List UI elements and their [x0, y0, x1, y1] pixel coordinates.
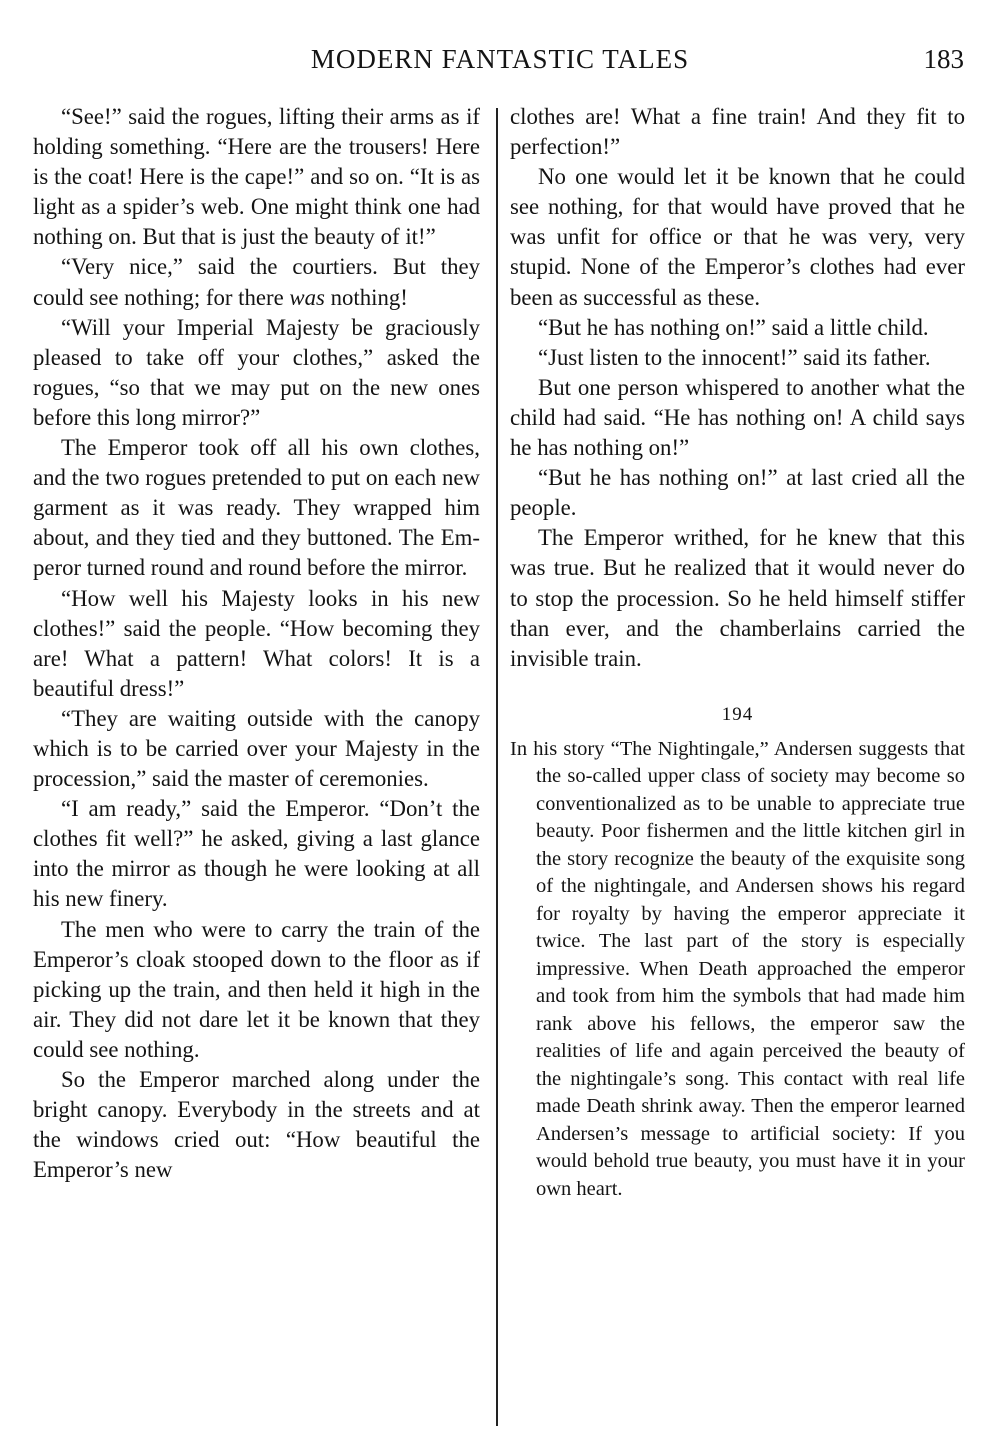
paragraph-text: nothing! [330, 284, 408, 310]
editorial-note: In his story “The Nightingale,” Andersen suggests that the so-called upper class of society may become so conventionalized as to be unable to appreciate true beauty. Poor fishermen and the little kitchen girl in the story recognize the beauty of the exquisite song of the nightingale, and Andersen shows his regard for royalty by having the emperor appreciate it twice. The last part of the story is especially impressive. When Death approached the emperor and took from him the symbols that had made him rank above his fellows, the emperor saw the realities of life and again perceived the beauty of the nightingale’s song. This contact with real life made Death shrink away. Then the emperor learned Andersen’s message to artificial society: If you would behold true beauty, you must have it in your own heart. [510, 737, 965, 1200]
selection-number: 194 [721, 703, 754, 725]
paragraph: clothes are! What a fine train! And they fit to perfection!” [510, 104, 965, 160]
paragraph: “I am ready,” said the Emperor. “Don’t the clothes fit well?” he asked, giving a last glance into the mirror as though he were looking at all his new finery. [33, 796, 480, 912]
paragraph: So the Emperor marched along under the bright canopy. Everybody in the streets and at the windows cried out: “How beautiful the Emperor’s new [33, 1067, 480, 1183]
right-column [510, 102, 965, 1203]
paragraph-text: “Very nice,” said the courtiers. But they could see nothing; for there [33, 254, 480, 310]
paragraph: “They are waiting outside with the canopy which is to be carried over your Majesty in the procession,” said the master of ceremonies. [33, 705, 480, 792]
paragraph: But one person whispered to another what the child had said. “He has nothing on! A child says he has nothing on!” [510, 374, 965, 461]
paragraph: The Emperor writhed, for he knew that this was true. But he realized that it would never do to stop the procession. So he held himself stiffer than ever, and the chamberlains carried the invisible train. [510, 525, 965, 671]
paragraph: The men who were to carry the train of the Emperor’s cloak stooped down to the floor as if picking up the train, and then held it high in the air. They did not dare let it be known that they could see nothing. [33, 916, 480, 1062]
paragraph: No one would let it be known that he could see nothing, for that would have proved that he was unfit for office or that he was very, very stupid. None of the Emperor’s clothes had ever been as successful as these. [510, 164, 965, 310]
paragraph: “But he has nothing on!” said a little child. [538, 314, 929, 340]
left-column [33, 102, 480, 1185]
page-number: 183 [923, 44, 964, 74]
paragraph: “But he has nothing on!” at last cried all the people. [510, 465, 965, 521]
column-divider [496, 108, 498, 1426]
running-head [0, 44, 1000, 84]
paragraph [33, 252, 480, 312]
paragraph: “Will your Imperial Majesty be graciously pleased to take off your clothes,” asked the rogues, “so that we may put on the new ones before this long mirror?” [33, 314, 480, 430]
paragraph: The Emperor took off all his own clothes, and the two rogues pretended to put on each new garment as it was ready. They wrapped him about, and they tied and they buttoned. The Emperor turned round and round before the mirror. [33, 435, 480, 581]
paragraph: “Just listen to the innocent!” said its father. [538, 344, 931, 370]
running-title: MODERN FANTASTIC TALES [310, 44, 690, 74]
emphasis-word: was [289, 284, 325, 310]
paragraph: “How well his Majesty looks in his new clothes!” said the people. “How becoming they are! What a pattern! What colors! It is a beautiful dress!” [33, 585, 480, 701]
paragraph: “See!” said the rogues, lifting their arms as if holding something. “Here are the trousers! Here is the coat! Here is the cape!” and so on. “It is as light as a spider’s web. One might think one had nothing on. But that is just the beauty of it!” [33, 104, 480, 250]
